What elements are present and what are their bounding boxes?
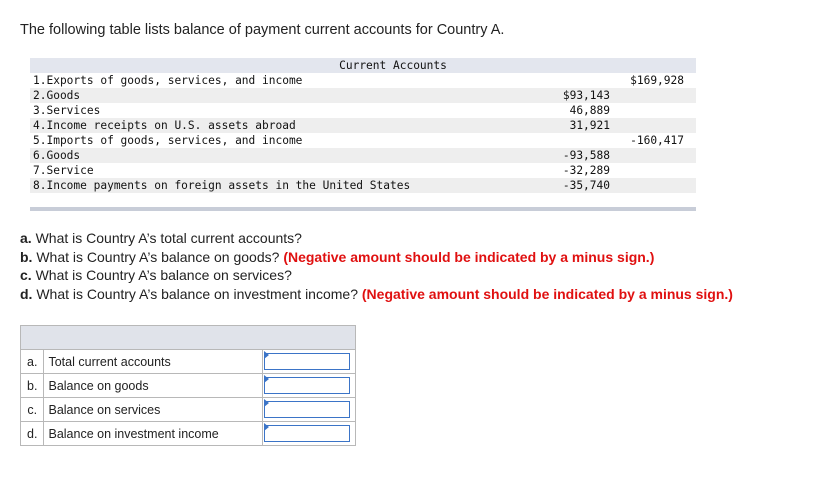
table-row [30, 118, 696, 133]
row-label: 6.Goods [33, 149, 81, 162]
answer-letter: b. [21, 374, 44, 398]
question-letter: c. [20, 267, 32, 283]
balance-on-investment-income-input[interactable] [264, 425, 350, 442]
answer-table [20, 325, 356, 446]
table-row [30, 163, 696, 178]
row-subvalue: $93,143 [562, 89, 610, 102]
row-total: $169,928 [630, 74, 684, 87]
question-letter: a. [20, 230, 32, 246]
row-label: 1.Exports of goods, services, and income [33, 74, 303, 87]
row-label: 2.Goods [33, 89, 81, 102]
row-subvalue: 46,889 [569, 104, 610, 117]
row-label: 7.Service [33, 164, 94, 177]
answer-label: Balance on goods [44, 374, 263, 398]
row-subvalue: -93,588 [562, 149, 610, 162]
row-label: 5.Imports of goods, services, and income [33, 134, 303, 147]
total-current-accounts-input[interactable] [264, 353, 350, 370]
balance-on-goods-input[interactable] [264, 377, 350, 394]
required-marker-icon [264, 399, 269, 407]
row-subvalue: -32,289 [562, 164, 610, 177]
table-row [21, 374, 356, 398]
question-letter: d. [20, 285, 33, 302]
question-text: What is Country A’s total current accounts? [35, 230, 302, 246]
row-subvalue: -35,740 [562, 179, 610, 192]
question-a [20, 229, 733, 248]
answer-letter: d. [21, 422, 44, 446]
table-row [30, 133, 696, 148]
question-text: What is Country A’s balance on goods? [36, 248, 280, 265]
answer-letter: a. [21, 350, 44, 374]
required-marker-icon [264, 351, 269, 359]
current-accounts-title: Current Accounts [30, 58, 696, 73]
table-row [30, 88, 696, 103]
question-note: (Negative amount should be indicated by a minus sign.) [283, 248, 655, 265]
row-label: 4.Income receipts on U.S. assets abroad [33, 119, 296, 132]
balance-on-services-input[interactable] [264, 401, 350, 418]
question-letter: b. [20, 248, 33, 265]
table-row [30, 148, 696, 163]
current-accounts-table [30, 58, 696, 211]
answer-label: Balance on services [44, 398, 263, 422]
question-text: What is Country A’s balance on investment income? [36, 285, 358, 302]
table-row [30, 73, 696, 88]
row-total: -160,417 [630, 134, 684, 147]
answer-label: Total current accounts [44, 350, 263, 374]
question-b [20, 248, 733, 267]
question-note: (Negative amount should be indicated by a minus sign.) [361, 285, 733, 302]
table-row [21, 422, 356, 446]
required-marker-icon [264, 375, 269, 383]
table-bottom-rule [30, 207, 696, 211]
table-row [21, 398, 356, 422]
table-row [30, 178, 696, 193]
row-subvalue: 31,921 [569, 119, 610, 132]
table-row [21, 350, 356, 374]
question-list [20, 229, 733, 303]
required-marker-icon [264, 423, 269, 431]
intro-text: The following table lists balance of payment current accounts for Country A. [20, 22, 505, 38]
question-text: What is Country A’s balance on services? [35, 267, 292, 283]
table-row [30, 103, 696, 118]
question-d [20, 285, 733, 304]
answer-label: Balance on investment income [44, 422, 263, 446]
row-label: 3.Services [33, 104, 101, 117]
answer-letter: c. [21, 398, 44, 422]
question-c [20, 266, 733, 285]
row-label: 8.Income payments on foreign assets in the United States [33, 179, 411, 192]
answer-table-header [21, 326, 356, 350]
